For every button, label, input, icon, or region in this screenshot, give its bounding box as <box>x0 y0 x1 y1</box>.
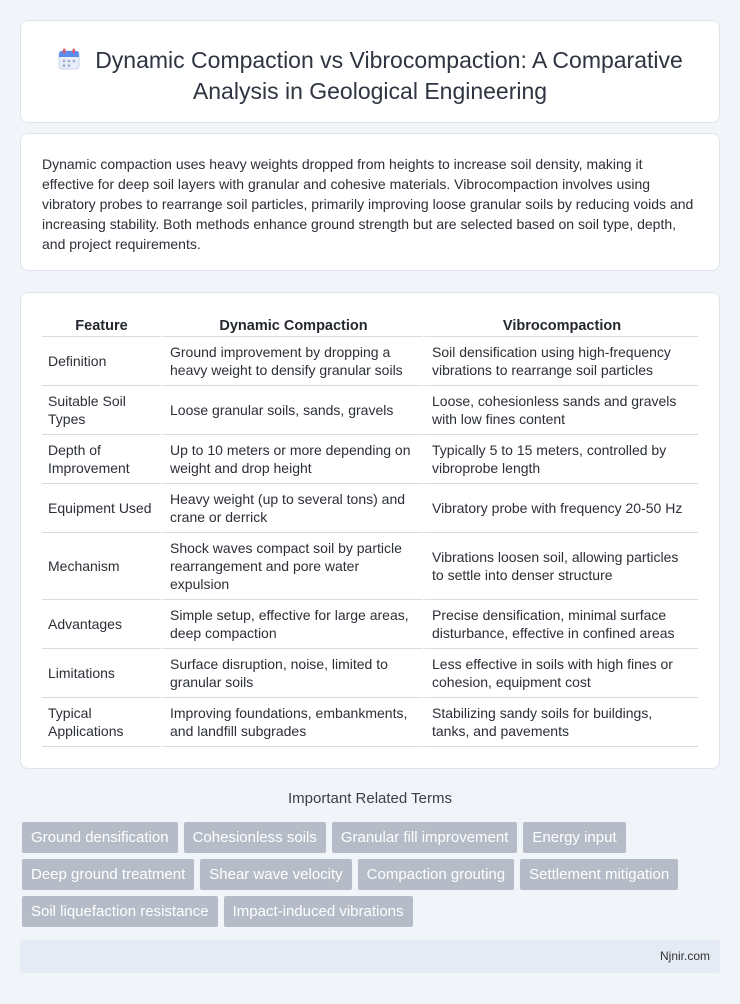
table-row <box>42 484 698 533</box>
table-row <box>42 386 698 435</box>
feature-cell: Equipment Used <box>42 484 161 533</box>
table-row <box>42 533 698 600</box>
comparison-table-card <box>20 292 720 769</box>
vibro-cell: Soil densification using high-frequency vibrations to rearrange soil particles <box>423 337 698 386</box>
dynamic-cell: Shock waves compact soil by particle rearrangement and pore water expulsion <box>161 533 423 600</box>
comparison-table <box>42 315 698 747</box>
term-chip[interactable]: Deep ground treatment <box>22 859 194 890</box>
dynamic-cell: Up to 10 meters or more depending on weight and drop height <box>161 435 423 484</box>
related-terms-heading: Important Related Terms <box>288 790 452 807</box>
table-row <box>42 337 698 386</box>
title-block <box>21 45 719 107</box>
summary-paragraph: Dynamic compaction uses heavy weights dropped from heights to increase soil density, making it effective for deep soil layers with granular and cohesive materials. Vibrocompaction involves using vibratory probes to rearrange soil particles, primarily improving loose granular soils by reducing voids and increasing stability. Both methods enhance ground strength but are selected based on soil type, depth, and project requirements. <box>42 156 694 252</box>
chip-row <box>22 822 722 853</box>
table-header-row <box>42 315 698 337</box>
summary-card <box>20 133 720 271</box>
feature-cell: Mechanism <box>42 533 161 600</box>
header-feature: Feature <box>42 315 161 337</box>
dynamic-cell: Simple setup, effective for large areas, deep compaction <box>161 600 423 649</box>
term-chip[interactable]: Compaction grouting <box>358 859 514 890</box>
table-row <box>42 600 698 649</box>
chip-row <box>22 896 722 927</box>
dynamic-cell: Loose granular soils, sands, gravels <box>161 386 423 435</box>
calendar-icon <box>57 47 81 71</box>
footer-site-link[interactable]: Njnir.com <box>659 949 710 963</box>
term-chip[interactable]: Granular fill improvement <box>332 822 518 853</box>
header-vibrocompaction: Vibrocompaction <box>423 315 698 337</box>
table-row <box>42 698 698 747</box>
vibro-cell: Typically 5 to 15 meters, controlled by vibroprobe length <box>423 435 698 484</box>
vibro-cell: Loose, cohesionless sands and gravels with low fines content <box>423 386 698 435</box>
dynamic-cell: Surface disruption, noise, limited to granular soils <box>161 649 423 698</box>
dynamic-cell: Ground improvement by dropping a heavy weight to densify granular soils <box>161 337 423 386</box>
term-chip[interactable]: Cohesionless soils <box>184 822 326 853</box>
dynamic-cell: Heavy weight (up to several tons) and crane or derrick <box>161 484 423 533</box>
term-chip[interactable]: Energy input <box>523 822 625 853</box>
feature-cell: Definition <box>42 337 161 386</box>
related-terms-list <box>22 822 722 933</box>
feature-cell: Depth of Improvement <box>42 435 161 484</box>
vibro-cell: Vibrations loosen soil, allowing particles to settle into denser structure <box>423 533 698 600</box>
term-chip[interactable]: Settlement mitigation <box>520 859 678 890</box>
term-chip[interactable]: Soil liquefaction resistance <box>22 896 218 927</box>
dynamic-cell: Improving foundations, embankments, and landfill subgrades <box>161 698 423 747</box>
chip-row <box>22 859 722 890</box>
page-title <box>21 45 719 107</box>
vibro-cell: Less effective in soils with high fines or cohesion, equipment cost <box>423 649 698 698</box>
vibro-cell: Vibratory probe with frequency 20-50 Hz <box>423 484 698 533</box>
feature-cell: Limitations <box>42 649 161 698</box>
term-chip[interactable]: Shear wave velocity <box>200 859 351 890</box>
feature-cell: Suitable Soil Types <box>42 386 161 435</box>
page-title-text: Dynamic Compaction vs Vibrocompaction: A Comparative Analysis in Geological Engineering <box>95 47 683 104</box>
term-chip[interactable]: Ground densification <box>22 822 178 853</box>
feature-cell: Advantages <box>42 600 161 649</box>
table-row <box>42 649 698 698</box>
term-chip[interactable]: Impact-induced vibrations <box>224 896 413 927</box>
vibro-cell: Precise densification, minimal surface disturbance, effective in confined areas <box>423 600 698 649</box>
vibro-cell: Stabilizing sandy soils for buildings, tanks, and pavements <box>423 698 698 747</box>
feature-cell: Typical Applications <box>42 698 161 747</box>
title-card <box>20 20 720 123</box>
table-row <box>42 435 698 484</box>
footer-bar <box>20 940 720 973</box>
header-dynamic-compaction: Dynamic Compaction <box>161 315 423 337</box>
